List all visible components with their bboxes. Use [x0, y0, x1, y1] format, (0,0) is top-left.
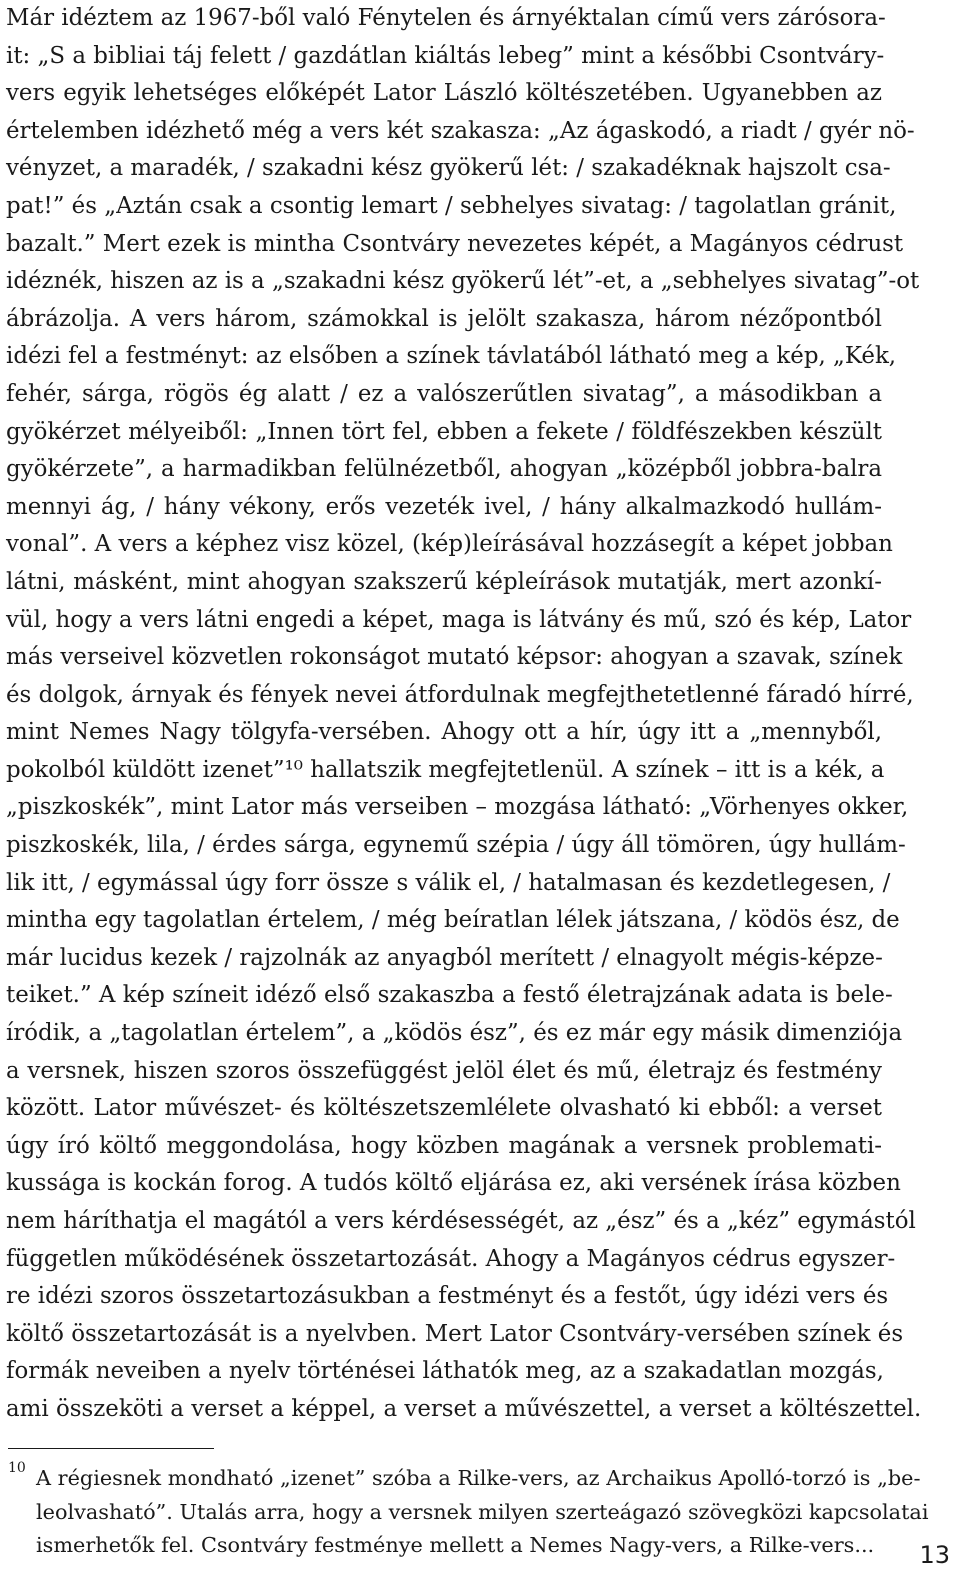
text-line — [6, 865, 891, 903]
text-line — [6, 714, 882, 752]
text-line-content: íródik, a „tagolatlan értelem”, a „ködös ész”, és ez már egy másik dimenziója — [6, 1020, 903, 1047]
text-line-content: idéznék, hiszen az is a „szakadni kész gyökerű lét”-et, a „sebhelyes sivatag”-ot — [6, 268, 920, 295]
text-line — [6, 1316, 904, 1354]
text-line — [6, 940, 882, 978]
page-number: 13 — [919, 1541, 950, 1569]
text-line-content: idézi fel a festményt: az elsőben a színek távlatából látható meg a kép, „Kék, — [6, 343, 897, 370]
text-line — [6, 376, 882, 414]
text-line-content: látni, másként, mint ahogyan szakszerű képleírások mutatják, mert azonkí- — [6, 568, 882, 595]
text-line — [6, 38, 885, 76]
text-line — [6, 0, 886, 38]
text-line — [6, 602, 912, 640]
text-line-content: pokolból küldött izenet”¹⁰ hallatszik megfejtetlenül. A színek – itt is a kék, a — [6, 756, 885, 783]
text-line — [6, 1165, 901, 1203]
text-line — [6, 414, 882, 452]
text-line-content: gyökérzete”, a harmadikban felülnézetből, ahogyan „középből jobbra-balra — [6, 456, 882, 483]
text-line-content: kussága is kockán forog. A tudós költő eljárása ez, aki versének írása közben — [6, 1170, 901, 1197]
text-line — [6, 150, 891, 188]
text-line — [6, 1391, 922, 1429]
text-line-content: értelemben idézhető még a vers két szakasza: „Az ágaskodó, a riadt / gyér nö- — [6, 117, 915, 144]
text-line-content: re idézi szoros összetartozásukban a festményt és a festőt, úgy idézi vers és — [6, 1283, 889, 1310]
text-line — [6, 489, 882, 527]
text-line — [6, 1090, 882, 1128]
body-text — [6, 0, 922, 1429]
text-line — [6, 639, 903, 677]
text-line — [6, 263, 920, 301]
text-line-content: fehér, sárga, rögös ég alatt / ez a valószerűtlen sivatag”, a másodikban a — [6, 380, 882, 407]
footnote-text: leolvasható”. Utalás arra, hogy a versnek milyen szerteágazó szövegközi kapcsolatai — [36, 1499, 929, 1524]
footnote-text: A régiesnek mondható „izenet” szóba a Rilke-vers, az Archaikus Apolló-torzó is „be- — [36, 1466, 921, 1490]
text-line-content: már lucidus kezek / rajzolnák az anyagból merített / elnagyolt mégis-képze- — [6, 944, 883, 971]
text-line — [6, 338, 897, 376]
text-line — [6, 1053, 882, 1091]
text-line-content: gyökérzet mélyeiből: „Innen tört fel, ebben a fekete / földfészekben készült — [6, 418, 882, 445]
text-line-content: úgy író költő meggondolása, hogy közben magának a versnek problemati- — [6, 1132, 882, 1159]
text-line — [6, 752, 885, 790]
footnote-line — [6, 1529, 882, 1563]
text-line-content: teiket.” A kép színeit idéző első szakaszba a festő életrajzának adata is bele- — [6, 982, 893, 1009]
text-line — [6, 1203, 916, 1241]
text-line-content: vonal”. A vers a képhez visz közel, (kép)leírásával hozzásegít a képet jobban — [6, 531, 893, 558]
text-line-content: költő összetartozását is a nyelvben. Mert Lator Csontváry-versében színek és — [6, 1320, 904, 1347]
text-line — [6, 1241, 896, 1279]
footnote-line — [6, 1496, 929, 1530]
text-line-content: bazalt.” Mert ezek is mintha Csontváry nevezetes képét, a Magányos cédrust — [6, 230, 904, 257]
text-line-content: a versnek, hiszen szoros összefüggést jelöl élet és mű, életrajz és festmény — [6, 1057, 882, 1084]
text-line-content: mint Nemes Nagy tölgyfa-versében. Ahogy ott a hír, úgy itt a „mennyből, — [6, 719, 882, 746]
text-line-content: vül, hogy a vers látni engedi a képet, maga is látvány és mű, szó és kép, Lator — [6, 606, 912, 633]
text-line-content: független működésének összetartozását. Ahogy a Magányos cédrus egyszer- — [6, 1245, 896, 1272]
text-line-content: mennyi ág, / hány vékony, erős vezeték ivel, / hány alkalmazkodó hullám- — [6, 493, 882, 520]
text-line-content: nem háríthatja el magától a vers kérdésességét, az „ész” és a „kéz” egymástól — [6, 1208, 916, 1234]
text-line-content: lik itt, / egymással úgy forr össze s válik el, / hatalmasan és kezdetlegesen, / — [6, 869, 891, 896]
text-line — [6, 564, 882, 602]
text-line — [6, 188, 897, 226]
text-line — [6, 789, 909, 827]
text-line — [6, 113, 915, 151]
text-line-content: ami összeköti a verset a képpel, a verset a művészettel, a verset a költészettel. — [6, 1395, 922, 1422]
footnote-text: ismerhetők fel. Csontváry festménye mellett a Nemes Nagy-vers, a Rilke-vers... — [36, 1533, 875, 1557]
footnote-line — [6, 1460, 921, 1496]
text-line-content: vers egyik lehetséges előképét Lator László költészetében. Ugyanebben az — [6, 80, 882, 107]
text-line — [6, 75, 882, 113]
text-line-content: pat!” és „Aztán csak a csontig lemart / sebhelyes sivatag: / tagolatlan gránit, — [6, 192, 897, 219]
text-line — [6, 977, 893, 1015]
text-line — [6, 1015, 903, 1053]
text-line — [6, 301, 882, 339]
text-line-content: Már idéztem az 1967-ből való Fénytelen és árnyéktalan című vers zárósora- — [6, 5, 886, 31]
text-line — [6, 1128, 882, 1166]
text-line — [6, 451, 882, 489]
text-line — [6, 902, 900, 940]
text-line-content: más verseivel közvetlen rokonságot mutató képsor: ahogyan a szavak, színek — [6, 644, 903, 671]
text-line-content: és dolgok, árnyak és fények nevei átfordulnak megfejthetetlenné fáradó hírré, — [6, 681, 914, 708]
footnote-number: 10 — [8, 1460, 26, 1476]
text-line-content: ábrázolja. A vers három, számokkal is jelölt szakasza, három nézőpontból — [6, 305, 882, 332]
text-line — [6, 677, 914, 715]
text-line — [6, 526, 893, 564]
text-line-content: vényzet, a maradék, / szakadni kész gyökerű lét: / szakadéknak hajszolt csa- — [6, 155, 891, 182]
footnotes — [6, 1460, 929, 1563]
text-line-content: között. Lator művészet- és költészetszemlélete olvasható ki ebből: a verset — [6, 1095, 882, 1122]
text-line — [6, 1353, 882, 1391]
text-line-content: it: „S a bibliai táj felett / gazdátlan kiáltás lebeg” mint a későbbi Csontváry- — [6, 42, 885, 69]
footnote-separator — [8, 1448, 214, 1449]
text-line-content: mintha egy tagolatlan értelem, / még beíratlan lélek játszana, / ködös ész, de — [6, 907, 900, 934]
text-line-content: „piszkoskék”, mint Lator más verseiben – mozgása látható: „Vörhenyes okker, — [6, 794, 909, 821]
text-line-content: piszkoskék, lila, / érdes sárga, egynemű szépia / úgy áll tömören, úgy hullám- — [6, 832, 906, 859]
text-line — [6, 827, 906, 865]
text-line — [6, 1278, 889, 1316]
text-line — [6, 226, 904, 264]
text-line-content: formák neveiben a nyelv történései láthatók meg, az a szakadatlan mozgás, — [6, 1358, 884, 1385]
